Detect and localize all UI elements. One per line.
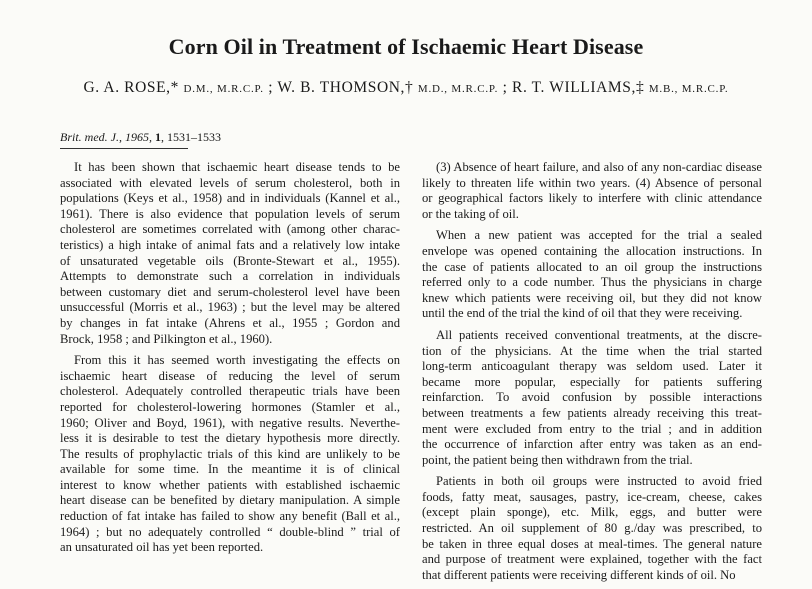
author-name: R. T. WILLIAMS,‡ [512, 79, 645, 96]
text-line: ischaemic heart disease of reducing the level of serum [60, 368, 400, 383]
text-line: reinfarction. To avoid confusion by possible interactions [422, 390, 762, 405]
text-line: until the end of the trial the kind of oil that they were receiving. [422, 306, 743, 321]
text-line: associated with elevated levels of serum cholesterol, both in [60, 175, 400, 190]
text-line: the occurrence of infarction after entry was taken as an end- [422, 437, 762, 452]
text-line: restricted. An oil supplement of 80 g./day was prescribed, to [422, 521, 762, 536]
text-line: (3) Absence of heart failure, and also of any non-cardiac disease [436, 160, 762, 174]
text-line: heart disease can be benefited by dietary manipulation. A simple [60, 493, 400, 508]
paragraph [422, 228, 762, 322]
text-line: Patients in both oil groups were instructed to avoid fried [436, 474, 762, 489]
text-line: between treatments a few patients already receiving this treat- [422, 405, 762, 420]
text-line: point, the patient being then withdrawn from the trial. [422, 452, 693, 467]
text-line: reduction of fat intake has failed to show any benefit (Ball et al., [60, 509, 400, 524]
citation [60, 130, 221, 145]
text-line: unsuccessful (Morris et al., 1963) ; but the level may be altered [60, 300, 400, 315]
citation-rule [60, 148, 188, 149]
left-column [60, 160, 400, 562]
author-line: G. A. ROSE,* D.M., M.R.C.P. ; W. B. THOMSON,† M.D., M.R.C.P. ; R. T. WILLIAMS,‡ M.B., M.R.C.P. [83, 79, 729, 96]
citation-journal: Brit. med. J., [60, 130, 122, 144]
paragraph [422, 474, 762, 583]
paragraph [422, 328, 762, 468]
text-line: When a new patient was accepted for the trial a sealed [436, 228, 762, 243]
text-line: populations (Keys et al., 1958) and in individuals (Kannel et al., [60, 191, 400, 206]
citation-pages: , 1531–1533 [161, 130, 221, 144]
text-line: All patients received conventional treatments, at the discre- [436, 327, 762, 342]
author-degrees: M.D., M.R.C.P. [417, 83, 499, 95]
text-line: that different patients were receiving different kinds of oil. No [422, 567, 736, 582]
text-line: 1964) ; but no adequately controlled “ double-blind ” trial of [60, 524, 400, 539]
text-line: referred only to a code number. Thus the physicians in charge [422, 275, 762, 290]
text-line: became more popular, especially for patients suffering [422, 374, 762, 389]
author-degrees: D.M., M.R.C.P. [183, 83, 264, 95]
text-line: teristics) a high intake of animal fats and a relatively low intake [60, 237, 400, 252]
text-line: between customary diet and serum-cholesterol level have been [60, 284, 400, 299]
text-line: ment were excluded from entry to the trial ; and in addition [422, 421, 762, 436]
citation-year: 1965, [122, 130, 155, 144]
text-line: be taken in three equal doses at meal-times. The general nature [422, 536, 762, 551]
text-line: by changes in fat intake (Ahrens et al., 1955 ; Gordon and [60, 315, 400, 330]
citation-volume: 1 [155, 130, 161, 144]
text-line: an unsaturated oil has yet been reported. [60, 540, 264, 555]
text-line: reported for cholesterol-lowering hormones (Stamler et al., [60, 399, 400, 414]
text-line: foods, fatty meat, sausages, pastry, ice-cream, cheese, cakes [422, 489, 762, 504]
text-line: or geographical factors likely to interfere with clinic attendance [422, 191, 762, 206]
text-line: Attempts to demonstrate such a correlation in individuals [60, 269, 400, 284]
text-line: the case of patients allocated to an oil group the instructions [422, 259, 762, 274]
text-line: Brock, 1958 ; and Pilkington et al., 1960). [60, 331, 273, 346]
text-line: The results of prophylactic trials of this kind are unlikely to be [60, 446, 400, 461]
text-line: and purpose of treatment were explained, together with the fact [422, 552, 762, 567]
paragraph [422, 160, 762, 222]
text-line: 1960; Oliver and Boyd, 1961), with negative results. Neverthe- [60, 415, 400, 430]
text-line: or the taking of oil. [422, 206, 519, 221]
text-line: available for some time. In the meantime it is of clinical [60, 462, 400, 477]
text-line: of unsaturated vegetable oils (Bronte-Stewart et al., 1955). [60, 253, 400, 268]
text-line: envelope was opened containing the allocation instructions. In [422, 243, 762, 258]
text-line: knew which patients were receiving oil, but they did not know [422, 290, 762, 305]
text-line: likely to threaten life within two years. (4) Absence of personal [422, 175, 762, 190]
text-line: interest to know whether patients with established ischaemic [60, 477, 400, 492]
author-name: G. A. ROSE,* [83, 79, 179, 96]
paragraph [60, 353, 400, 556]
author-degrees: M.B., M.R.C.P. [648, 83, 729, 95]
text-line: cholesterol. Adequately controlled therapeutic trials have been [60, 384, 400, 399]
paper-title: Corn Oil in Treatment of Ischaemic Heart Disease [168, 34, 644, 59]
text-line: cholesterol are sometimes correlated with (among other charac- [60, 222, 400, 237]
text-line: long-term anticoagulant therapy was seldom used. Later it [422, 359, 762, 374]
text-line: (except plain sponge), etc. Milk, eggs, and butter were [422, 505, 762, 520]
right-column [422, 160, 762, 589]
text-line: From this it has seemed worth investigating the effects on [74, 353, 400, 368]
author-name: W. B. THOMSON,† [277, 79, 414, 96]
text-line: It has been shown that ischaemic heart disease tends to be [74, 160, 400, 174]
text-line: tion of the physicians. At the time when the trial started [422, 343, 762, 358]
text-line: less it is desirable to test the dietary hypothesis more directly. [60, 431, 400, 446]
paragraph [60, 160, 400, 347]
text-line: 1961). There is also evidence that population levels of serum [60, 206, 400, 221]
